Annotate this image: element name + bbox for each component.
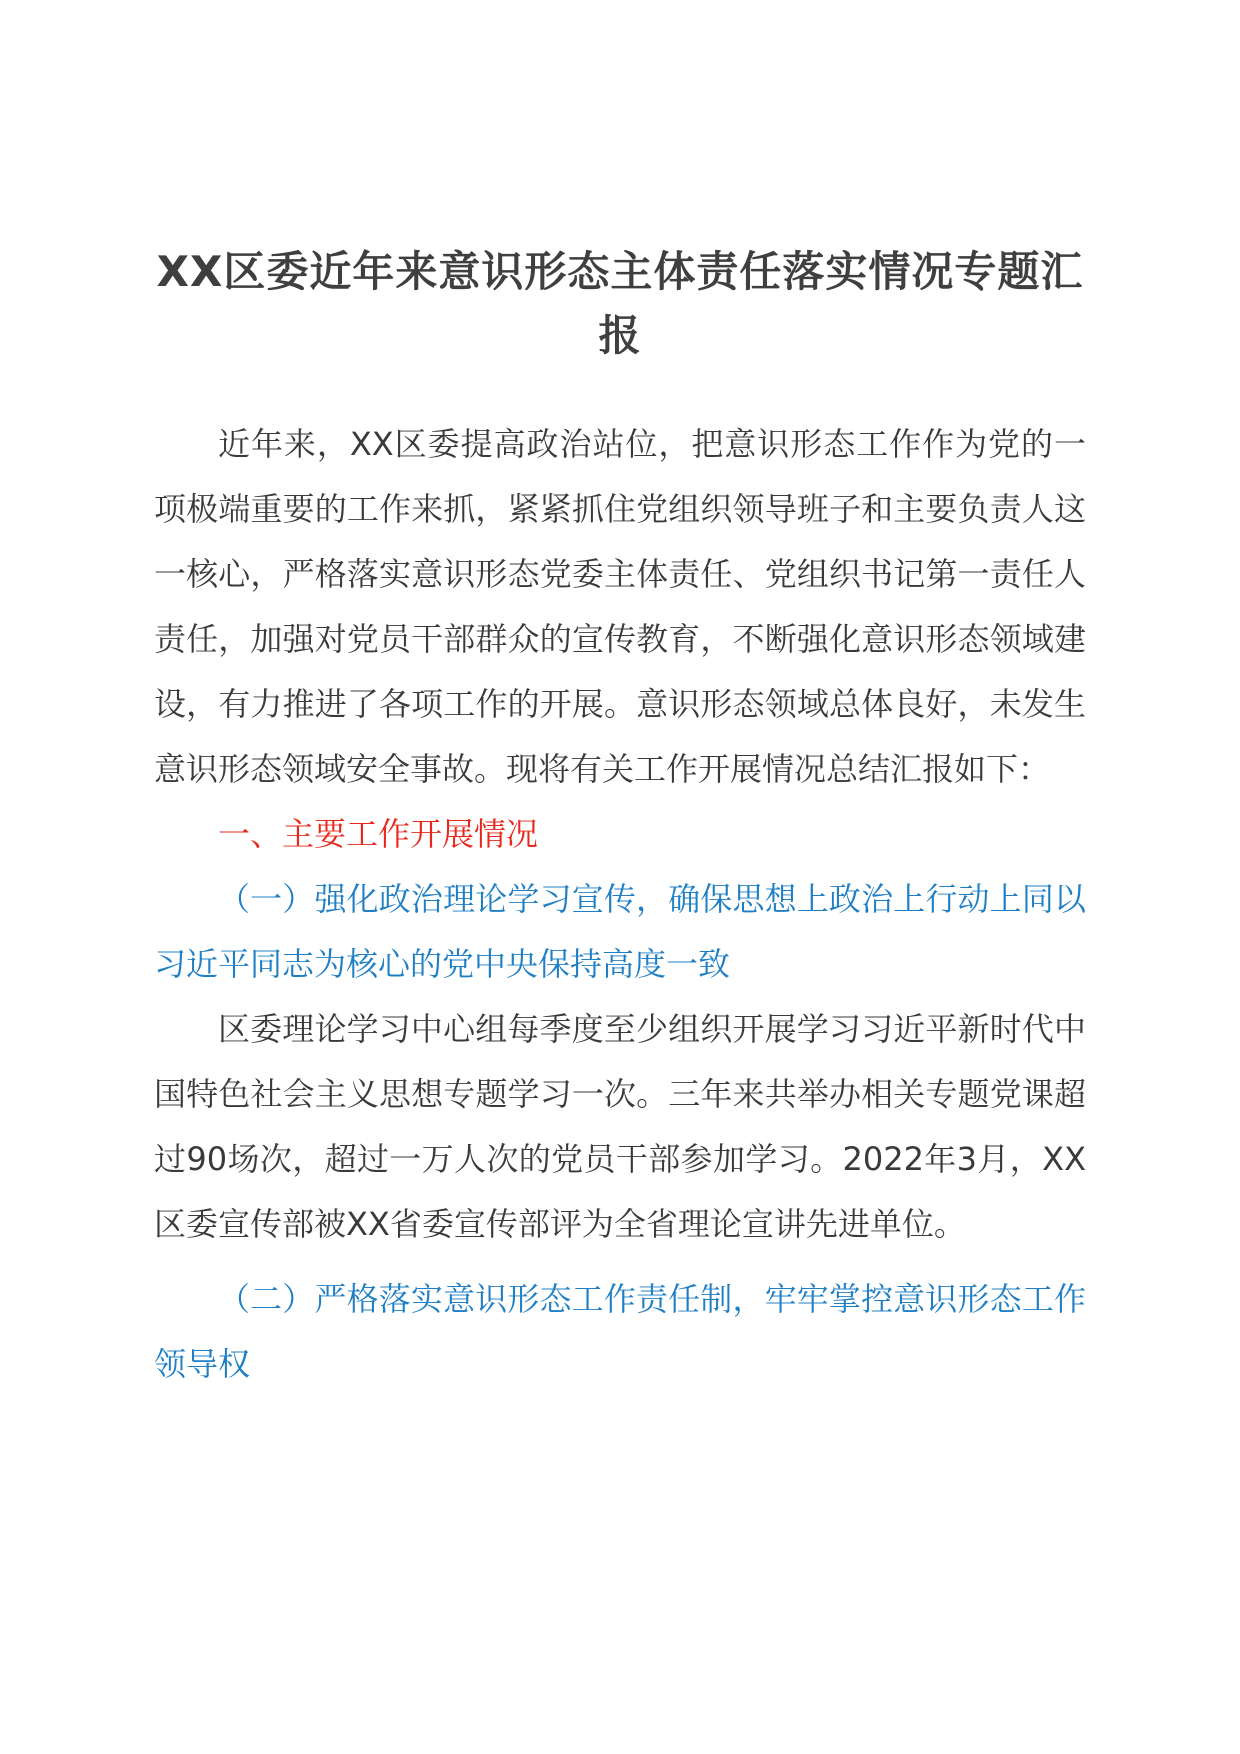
document-title: XX区委近年来意识形态主体责任落实情况专题汇报 (156, 247, 1084, 360)
section-heading-main-work: 一、主要工作开展情况 (218, 815, 539, 853)
subsection-heading-1: （一）强化政治理论学习宣传，确保思想上政治上行动上同以习近平同志为核心的党中央保持高度一致 (154, 880, 1086, 983)
intro-paragraph: 近年来，XX区委提高政治站位，把意识形态工作作为党的一项极端重要的工作来抓，紧紧抓住党组织领导班子和主要负责人这一核心，严格落实意识形态党委主体责任、党组织书记第一责任人责任，加强对党员干部群众的宣传教育，不断强化意识形态领域建设，有力推进了各项工作的开展。意识形态领域总体良好，未发生意识形态领域安全事故。现将有关工作开展情况总结汇报如下： (154, 425, 1086, 788)
document-content (154, 240, 1086, 1397)
subsection-1-body: 区委理论学习中心组每季度至少组织开展学习习近平新时代中国特色社会主义思想专题学习一次。三年来共举办相关专题党课超过90场次，超过一万人次的党员干部参加学习。2022年3月，XX区委宣传部被XX省委宣传部评为全省理论宣讲先进单位。 (154, 1010, 1086, 1243)
subsection-heading-2: （二）严格落实意识形态工作责任制，牢牢掌控意识形态工作领导权 (154, 1280, 1086, 1383)
